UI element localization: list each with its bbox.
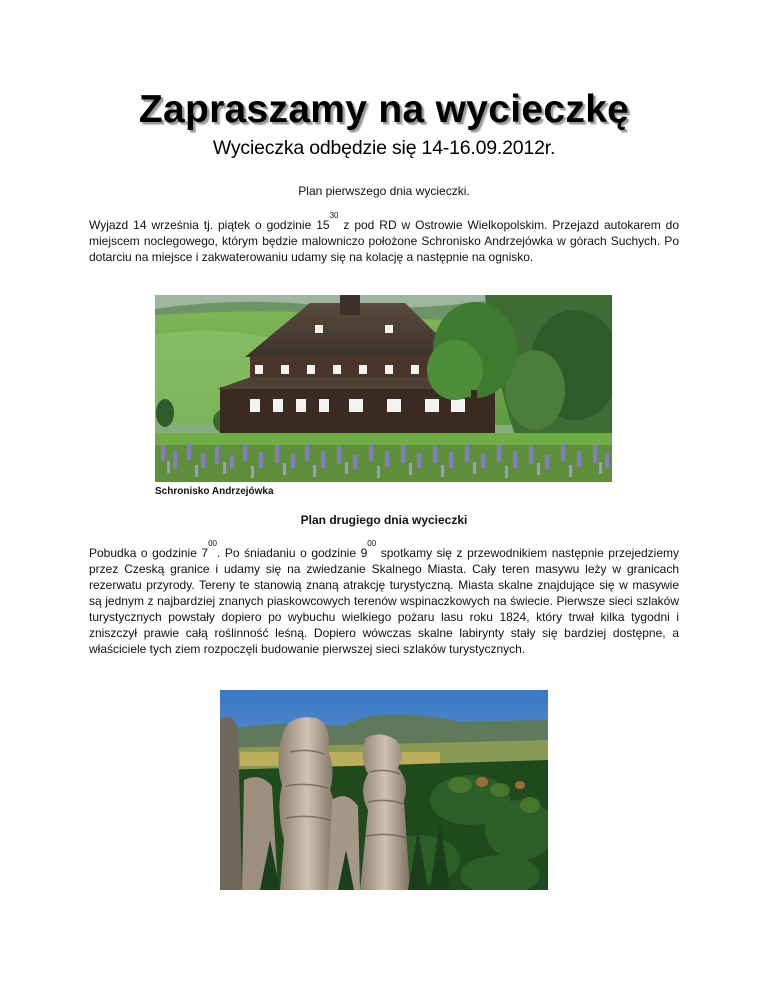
day2-text-b: . Po śniadaniu o godzinie 9: [217, 546, 368, 560]
rock-town-photo: [220, 690, 548, 890]
day1-text-b: z pod RD w Ostrowie Wielkopolskim. Przejazd autokarem do miejscem noclegowego, którym będzie malowniczo położone Schronisko Andrzejówka w górach Suchych. Po dotarciu na miejsce i zakwaterowaniu udamy się na kolację a następnie na ognisko.: [89, 218, 679, 264]
day2-text-a: Pobudka o godzinie 7: [89, 546, 209, 560]
day2-paragraph: [89, 539, 679, 657]
day1-time-sup: 30: [329, 211, 339, 220]
day1-heading: Plan pierwszego dnia wycieczki.: [298, 184, 470, 198]
hostel-photo: [155, 295, 612, 482]
day2-breakfast-sup: 00: [367, 539, 377, 548]
day2-heading: Plan drugiego dnia wycieczki: [300, 513, 468, 527]
day2-wakeup-sup: 00: [208, 539, 218, 548]
hostel-photo-caption: Schronisko Andrzejówka: [155, 486, 274, 497]
day2-text-c: spotkamy się z przewodnikiem następnie przejedziemy przez Czeską granice i udamy się na zwiedzanie Skalnego Miasta. Cały teren masywu leży w granicach rezerwatu przyrody. Tereny te stanowią znaną atrakcję turystyczną. Miasta skalne znajdujące się w masywie są jednym z najbardziej znanych piaskowcowych terenów wspinaczkowych na świecie. Pierwsze sieci szlaków turystycznych powstały dopiero po wybuchu wielkiego pożaru lasu roku 1824, który trwał kilka tygodni i zniszczył prawie całą roślinność leśną. Dopiero wówczas skalne labirynty stały się bardziej dostępne, a właściciele tych ziem rozpoczęli budowanie pierwszej sieci szlaków turystycznych.: [89, 546, 679, 656]
day1-text-a: Wyjazd 14 września tj. piątek o godzinie 15: [89, 218, 330, 232]
page-title: Zapraszamy na wycieczkę: [138, 88, 630, 131]
day1-paragraph: [89, 211, 679, 265]
trip-dates-subtitle: Wycieczka odbędzie się 14-16.09.2012r.: [212, 137, 556, 159]
